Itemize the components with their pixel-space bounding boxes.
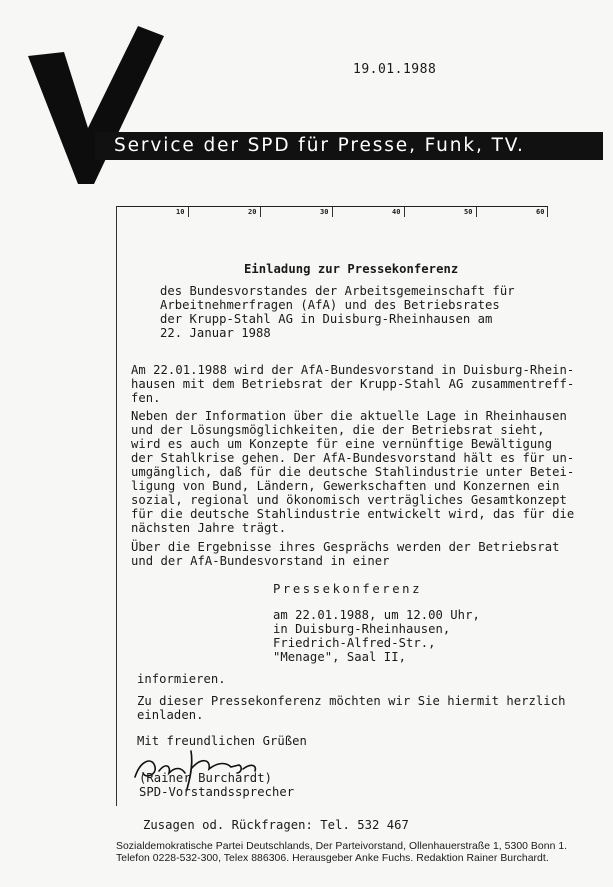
event-title: Pressekonferenz <box>273 582 423 596</box>
footer-line: Sozialdemokratische Partei Deutschlands, Der Parteivorstand, Ollenhauerstraße 1, 5300 Bonn 1. <box>116 841 568 852</box>
ruler-margin-line <box>116 206 117 806</box>
paragraph-line: ligung von Bund, Ländern, Gewerkschaften und Konzernen ein <box>131 479 560 493</box>
invite-line: Zu dieser Pressekonferenz möchten wir Sie hiermit herzlich <box>137 694 566 708</box>
ruler-tick <box>332 207 333 217</box>
event-line: Friedrich-Alfred-Str., <box>273 636 436 650</box>
contact-line: Zusagen od. Rückfragen: Tel. 532 467 <box>143 818 409 832</box>
ruler-tick <box>188 207 189 217</box>
paragraph-line: für die deutsche Stahlindustrie entwickelt wird, das für die <box>131 507 575 521</box>
paragraph-line: fen. <box>131 391 161 405</box>
ruler-tick <box>476 207 477 217</box>
subtitle-line: 22. Januar 1988 <box>160 326 271 340</box>
typewriter-ruler <box>116 206 548 219</box>
paragraph-line: umgänglich, daß für die deutsche Stahlindustrie unter Betei- <box>131 465 575 479</box>
banner-text: Service der SPD für Presse, Funk, TV. <box>114 135 525 156</box>
paragraph-line: der Stahlkrise gehen. Der AfA-Bundesvorstand hält es für un- <box>131 451 575 465</box>
invite-line: einladen. <box>137 708 204 722</box>
ruler-tick <box>404 207 405 217</box>
event-line: "Menage", Saal II, <box>273 650 406 664</box>
document-date: 19.01.1988 <box>353 62 437 77</box>
ruler-label: 10 <box>176 208 185 216</box>
footer-line: Telefon 0228-532-300, Telex 886306. Herausgeber Anke Fuchs. Redaktion Rainer Burchardt. <box>116 853 549 864</box>
paragraph-line: wird es auch um Konzepte für eine vernünftige Bewältigung <box>131 437 553 451</box>
ruler-label: 40 <box>392 208 401 216</box>
ruler-tick <box>547 207 548 217</box>
paragraph-line: Über die Ergebnisse ihres Gesprächs werden der Betriebsrat <box>131 540 560 554</box>
ruler-label: 30 <box>320 208 329 216</box>
inform-line: informieren. <box>137 672 226 686</box>
letter-title: Einladung zur Pressekonferenz <box>244 262 459 276</box>
paragraph-line: nächsten Jahre trägt. <box>131 521 287 535</box>
paragraph-line: und der Lösungsmöglichkeiten, die der Betriebsrat sieht, <box>131 423 545 437</box>
signer-name: (Rainer Burchardt) <box>139 771 272 785</box>
paragraph-line: Am 22.01.1988 wird der AfA-Bundesvorstand in Duisburg-Rhein- <box>131 363 575 377</box>
paragraph-line: Neben der Information über die aktuelle Lage in Rheinhausen <box>131 409 567 423</box>
subtitle-line: des Bundesvorstandes der Arbeitsgemeinschaft für <box>160 284 515 298</box>
event-line: am 22.01.1988, um 12.00 Uhr, <box>273 608 480 622</box>
paragraph-line: und der AfA-Bundesvorstand in einer <box>131 554 390 568</box>
paragraph-line: hausen mit dem Betriebsrat der Krupp-Stahl AG zusammentreff- <box>131 377 575 391</box>
event-line: in Duisburg-Rheinhausen, <box>273 622 451 636</box>
paragraph-line: sozial, regional und ökonomisch verträgliches Gesamtkonzept <box>131 493 567 507</box>
ruler-label: 50 <box>464 208 473 216</box>
subtitle-line: der Krupp-Stahl AG in Duisburg-Rheinhausen am <box>160 312 493 326</box>
ruler-label: 20 <box>248 208 257 216</box>
ruler-tick <box>260 207 261 217</box>
subtitle-line: Arbeitnehmerfragen (AfA) und des Betriebsrates <box>160 298 500 312</box>
ruler-label: 60 <box>536 208 545 216</box>
signer-role: SPD-Vorstandssprecher <box>139 785 295 799</box>
closing-line: Mit freundlichen Grüßen <box>137 734 307 748</box>
